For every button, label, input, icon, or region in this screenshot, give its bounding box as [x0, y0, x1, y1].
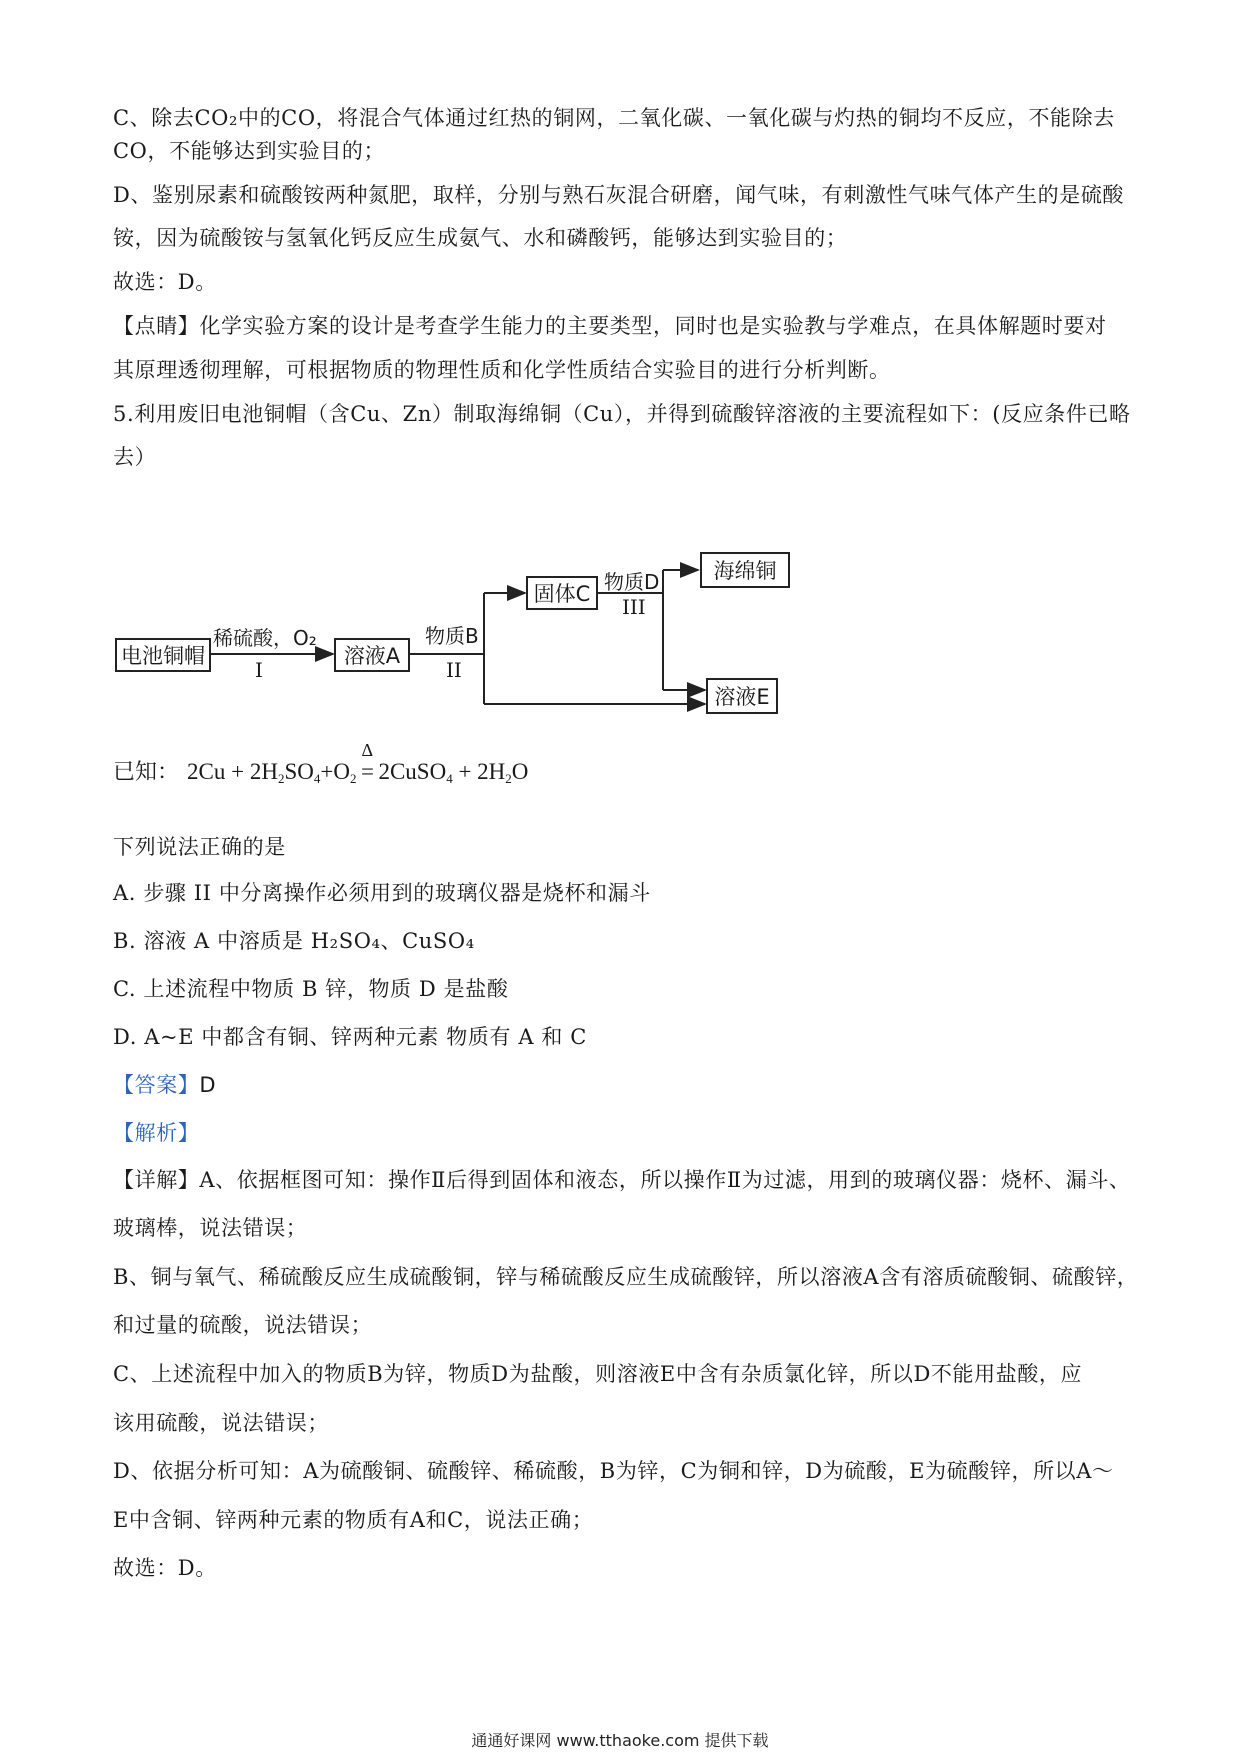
dianjing-label: 【点睛】	[113, 314, 200, 338]
option-c-explanation-line1: C、除去CO₂中的CO，将混合气体通过红热的铜网，二氧化碳、一氧化碳与灼热的铜均不反应，不能除去	[113, 106, 1115, 130]
option-d-explanation-line2: 铵，因为硫酸铵与氢氧化钙反应生成氨气、水和磷酸钙，能够达到实验目的；	[113, 226, 848, 250]
dianjing-text: 化学实验方案的设计是考查学生能力的主要类型，同时也是实验教与学难点，在具体解题时要对	[199, 314, 1107, 338]
dianjing-line2: 其原理透彻理解，可根据物质的物理性质和化学性质结合实验目的进行分析判断。	[113, 358, 891, 382]
answer-label: 【答案】	[113, 1073, 200, 1097]
xiangjie-label: 【详解】	[113, 1168, 200, 1192]
step2-reagent: 物质B	[425, 624, 479, 648]
box-sponge-copper: 海绵铜	[700, 552, 790, 588]
footer-watermark: 通通好课网 www.tthaoke.com 提供下载	[471, 1731, 769, 1750]
step1-reagent: 稀硫酸，O₂	[213, 626, 317, 650]
box-solid-c: 固体C	[526, 576, 598, 610]
explanation-a-text: A、依据框图可知：操作Ⅱ后得到固体和液态，所以操作Ⅱ为过滤，用到的玻璃仪器：烧杯、漏斗、	[199, 1168, 1131, 1192]
answer-value: D	[199, 1073, 217, 1097]
explanation-a-line2: 玻璃棒，说法错误；	[113, 1216, 308, 1240]
option-b: B. 溶液 A 中溶质是 H₂SO₄、CuSO₄	[113, 929, 475, 953]
step3-number: III	[622, 595, 646, 619]
explanation-c-line1: C、上述流程中加入的物质B为锌，物质D为盐酸，则溶液E中含有杂质氯化锌，所以D不能用盐酸，应	[113, 1362, 1083, 1386]
question5-line2: 去）	[113, 445, 157, 469]
explanation-b-line1: B、铜与氧气、稀硫酸反应生成硫酸铜，锌与稀硫酸反应生成硫酸锌，所以溶液A含有溶质硫酸铜、硫酸锌，	[113, 1265, 1139, 1289]
step1-number: I	[255, 658, 263, 682]
option-d-explanation-line1: D、鉴别尿素和硫酸铵两种氮肥，取样，分别与熟石灰混合研磨，闻气味，有刺激性气味气体产生的是硫酸	[113, 183, 1125, 207]
explanation-b-line2: 和过量的硫酸，说法错误；	[113, 1313, 373, 1337]
explanation-d-line2: E中含铜、锌两种元素的物质有A和C，说法正确；	[113, 1508, 594, 1532]
option-c: C. 上述流程中物质 B 锌，物质 D 是盐酸	[113, 977, 509, 1001]
explanation-d-line1: D、依据分析可知：A为硫酸铜、硫酸锌、稀硫酸，B为锌，C为铜和锌，D为硫酸，E为硫酸锌，所以A～	[113, 1459, 1114, 1483]
equation-prefix: 已知：	[113, 760, 180, 785]
analysis-line	[113, 1118, 199, 1148]
option-a: A. 步骤 II 中分离操作必须用到的玻璃仪器是烧杯和漏斗	[113, 881, 651, 905]
explanation-c-line2: 该用硫酸，说法错误；	[113, 1411, 329, 1435]
question5-line1: 5.利用废旧电池铜帽（含Cu、Zn）制取海绵铜（Cu），并得到硫酸锌溶液的主要流程如下：(反应条件已略	[113, 402, 1131, 426]
step3-reagent: 物质D	[604, 570, 660, 594]
choose-line-2: 故选：D。	[113, 1556, 217, 1580]
analysis-label: 【解析】	[113, 1121, 200, 1145]
box-battery-cap: 电池铜帽	[115, 638, 211, 672]
dianjing-line1	[113, 311, 1107, 341]
option-c-explanation-line2: CO，不能够达到实验目的；	[113, 139, 386, 163]
flow-diagram	[110, 530, 910, 730]
step2-number: II	[446, 658, 462, 682]
question-prompt: 下列说法正确的是	[113, 835, 286, 859]
choose-line-1: 故选：D。	[113, 270, 217, 294]
box-solution-a: 溶液A	[334, 638, 410, 672]
explanation-a-line1	[113, 1165, 1131, 1195]
box-solution-e: 溶液E	[706, 678, 778, 714]
equation-heat-symbol: Δ	[361, 740, 374, 760]
answer-line	[113, 1070, 216, 1100]
option-d: D. A~E 中都含有铜、锌两种元素 物质有 A 和 C	[113, 1025, 587, 1049]
known-equation	[113, 740, 529, 786]
equation-formula: $2Cu + 2H_2SO_4+O_2$ = Δ 2CuSO$_4$ + $2H_2O$	[187, 740, 529, 786]
